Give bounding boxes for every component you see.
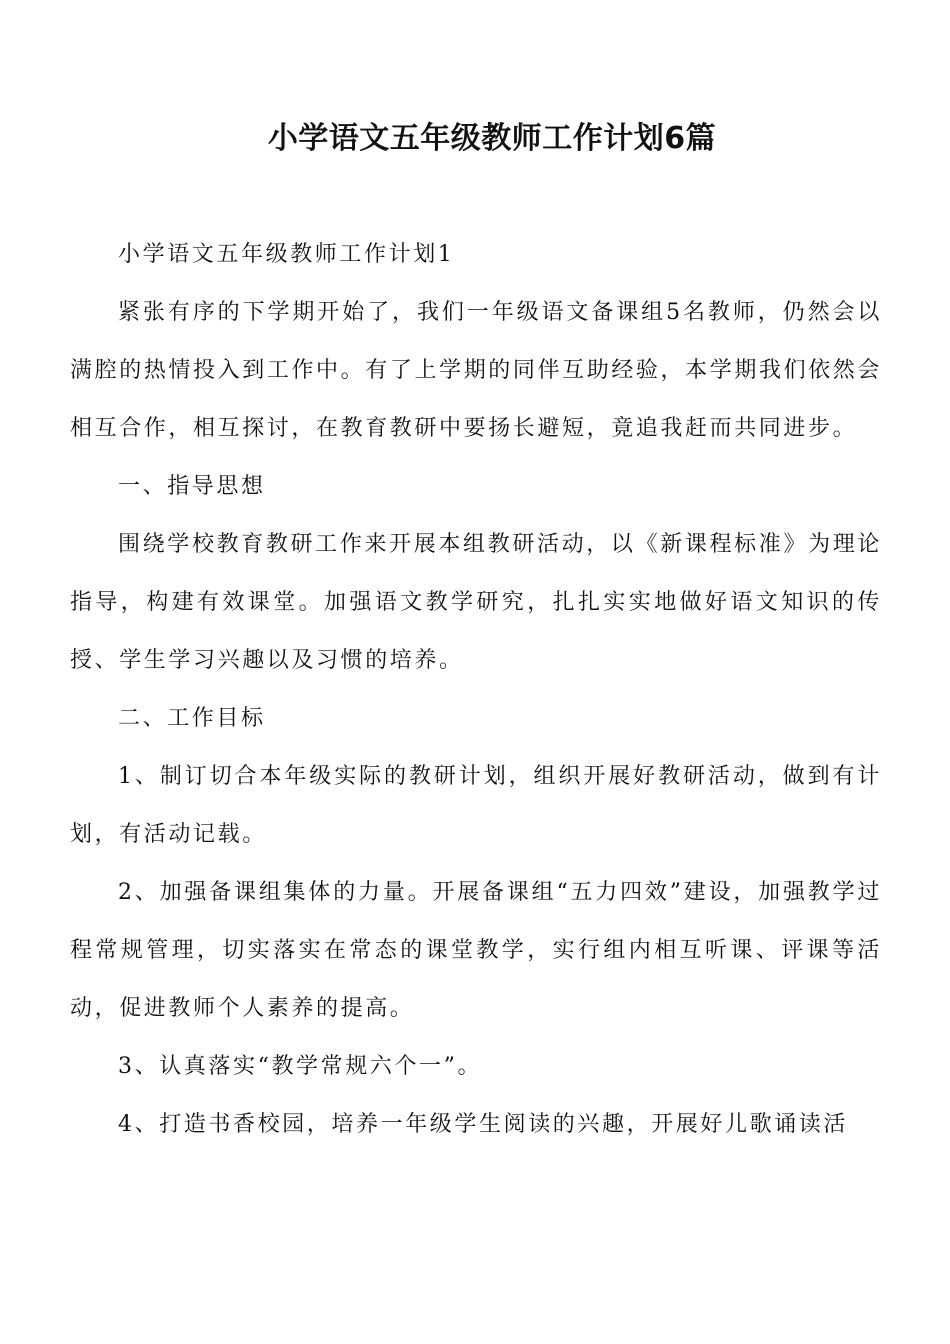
list-item-goal-3: 3、认真落实“教学常规六个一”。 [118,1054,483,1079]
document-body [70,226,882,1154]
list-item-goal-4: 4、打造书香校园，培养一年级学生阅读的兴趣，开展好儿歌诵读活 [118,1112,848,1137]
paragraph-guiding-thought: 围绕学校教育教研工作来开展本组教研活动，以《新课程标准》为理论指导，构建有效课堂。加强语文教学研究，扎扎实实地做好语文知识的传授、学生学习兴趣以及习惯的培养。 [70,532,882,673]
document-title: 小学语文五年级教师工作计划6篇 [267,121,717,157]
list-item-goal-2: 2、加强备课组集体的力量。开展备课组“五力四效”建设，加强教学过程常规管理，切实落实在常态的课堂教学，实行组内相互听课、评课等活动，促进教师个人素养的提高。 [70,880,882,1021]
section-heading-guiding-thought: 一、指导思想 [118,474,266,499]
list-item-goal-1: 1、制订切合本年级实际的教研计划，组织开展好教研活动，做到有计划，有活动记载。 [70,764,882,847]
paragraph-plan-heading: 小学语文五年级教师工作计划1 [118,242,455,267]
paragraph-intro: 紧张有序的下学期开始了，我们一年级语文备课组5名教师，仍然会以满腔的热情投入到工作中。有了上学期的同伴互助经验，本学期我们依然会相互合作，相互探讨，在教育教研中要扬长避短，竟追我赶而共同进步。 [70,300,882,441]
section-heading-work-goals: 二、工作目标 [118,706,266,731]
